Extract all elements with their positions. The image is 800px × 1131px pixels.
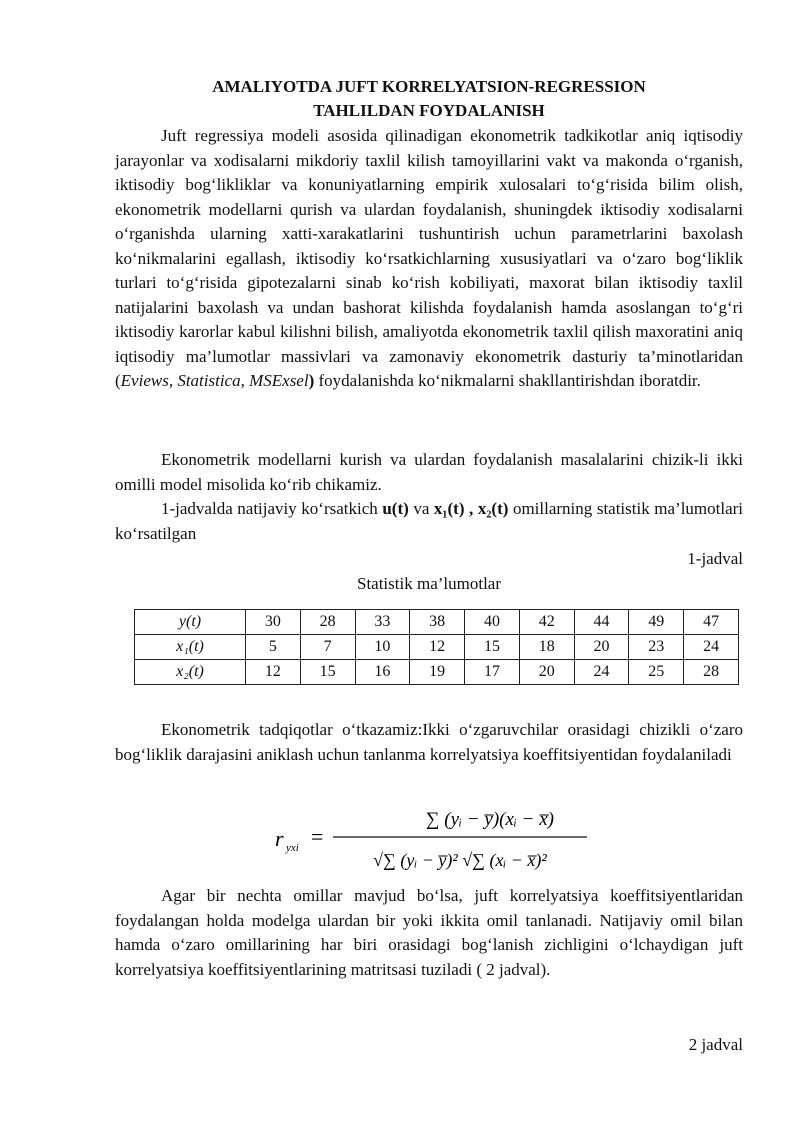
- formula-numerator: ∑ (yᵢ − y̅)(xᵢ − x̅): [426, 809, 554, 830]
- intro-text-end: foydalanishda ko‘nikmalarni shakllantirishdan iboratdir.: [314, 371, 701, 390]
- paragraph-matrix: Agar bir nechta omillar mavjud bo‘lsa, juft korrelyatsiya koeffitsiyentlaridan foydalangan holda modelga ulardan bir yoki ikkita omil tanlanadi. Natijaviy omil bilan hamda o‘zaro omillarining har biri orasidagi bog‘lanish zichligini o‘lchaydigan juft korrelyatsiya koeffitsiyentlarining matritsasi tuziladi ( 2 jadval).: [115, 886, 743, 979]
- variable-x: x₁(t) , x₂(t): [433, 499, 509, 518]
- table-cell: 12: [246, 660, 301, 685]
- row-label: y(t): [135, 610, 246, 635]
- formula-lhs: r: [275, 826, 284, 851]
- variable-u: u(t): [382, 499, 409, 518]
- table-cell: 5: [246, 635, 301, 660]
- table2-label: 2 jadval: [688, 1035, 743, 1054]
- table-cell: 19: [410, 660, 465, 685]
- correlation-formula: [275, 800, 595, 880]
- formula-equals: =: [311, 824, 324, 849]
- table-cell: 33: [355, 610, 410, 635]
- table-cell: 10: [355, 635, 410, 660]
- table-cell: 20: [574, 635, 629, 660]
- table-cell: 47: [684, 610, 739, 635]
- software-list: Eviews, Statistica, MSExsel: [120, 371, 309, 390]
- table-cell: 24: [684, 635, 739, 660]
- table1-label: 1-jadval: [687, 549, 743, 568]
- table-cell: 30: [246, 610, 301, 635]
- row-label: x₁(t): [135, 635, 246, 660]
- formula-denominator: √∑ (yᵢ − y̅)² √∑ (xᵢ − x̅)²: [373, 850, 547, 870]
- table-cell: 18: [519, 635, 574, 660]
- table-cell: 38: [410, 610, 465, 635]
- paragraph-correlation: Ekonometrik tadqiqotlar o‘tkazamiz:Ikki o‘zgaruvchilar orasidagi chizikli o‘zaro bog‘liklik darajasini aniklash uchun tanlanma korrelyatsiya koeffitsiyentidan foydalaniladi: [115, 720, 743, 764]
- formula-lhs-sub: yxi: [286, 842, 299, 854]
- table-cell: 28: [300, 610, 355, 635]
- paragraph-model: [115, 448, 743, 497]
- model-text: Ekonometrik modellarni kurish va ulardan foydalanish masalalarini chizik-li ikki omilli model misolida ko‘rib chikamiz.: [115, 450, 743, 494]
- table-cell: 23: [629, 635, 684, 660]
- table-cell: 44: [574, 610, 629, 635]
- table-row: [135, 635, 739, 660]
- document-title: [115, 75, 743, 123]
- table1-caption: Statistik ma’lumotlar: [356, 574, 501, 593]
- table-cell: 49: [629, 610, 684, 635]
- table-cell: 15: [300, 660, 355, 685]
- table-row: [135, 610, 739, 635]
- statistics-table: [134, 609, 739, 685]
- paragraph-intro: [115, 124, 743, 394]
- table-cell: 7: [300, 635, 355, 660]
- table-cell: 17: [465, 660, 520, 685]
- row-label: x₂(t): [135, 660, 246, 685]
- table-cell: 24: [574, 660, 629, 685]
- table-cell: 25: [629, 660, 684, 685]
- table-row: [135, 660, 739, 685]
- title-line-2: TAHLILDAN FOYDALANISH: [313, 101, 545, 120]
- table-cell: 12: [410, 635, 465, 660]
- paragraph-table-intro: 1-jadvalda natijaviy ko‘rsatkich u(t) va x₁(t) , x₂(t) omillarning statistik ma’lumotlari ko‘rsatilgan: [115, 499, 744, 543]
- table-cell: 15: [465, 635, 520, 660]
- table-cell: 16: [355, 660, 410, 685]
- table-cell: 28: [684, 660, 739, 685]
- intro-text: Juft regressiya modeli asosida qilinadigan ekonometrik tadkikotlar aniq iqtisodiy jarayonlar va xodisalarni mikdoriy taxlil kilish tamoyillarini vakt va makonda o‘rganish, iktisodiy bog‘likliklar va konuniyatlarning empirik xulosalari to‘g‘risida bilim olish, ekonometrik modellarni qurish va ulardan foydalanish, shuningdek iktisodiy xodisalarni o‘rganishda ularning xatti-xarakatlarini tushuntirish uchun parametrlarini baxolash ko‘nikmalarini egallash, iktisodiy ko‘rsatkichlarning xususiyatlari va o‘zaro bog‘liklik turlari to‘g‘risida gipotezalarni sinab ko‘rish kobiliyati, maxorat bilan iktisodiy taxlil natijalarini baxolash va undan bashorat kilishda foydalanish hamda asoslangan to‘g‘ri iktisodiy karorlar kabul kilishni bilish, amaliyotda ekonometrik taxlil qilish maxoratini aniq iqtisodiy ma’lumotlar massivlari va zamonaviy ekonometrik dasturiy ta’minotlaridan (: [115, 126, 743, 390]
- table-cell: 40: [465, 610, 520, 635]
- software-paren: ): [308, 371, 315, 390]
- title-line-1: AMALIYOTDA JUFT KORRELYATSION-REGRESSION: [212, 77, 646, 96]
- table-cell: 20: [519, 660, 574, 685]
- table-cell: 42: [519, 610, 574, 635]
